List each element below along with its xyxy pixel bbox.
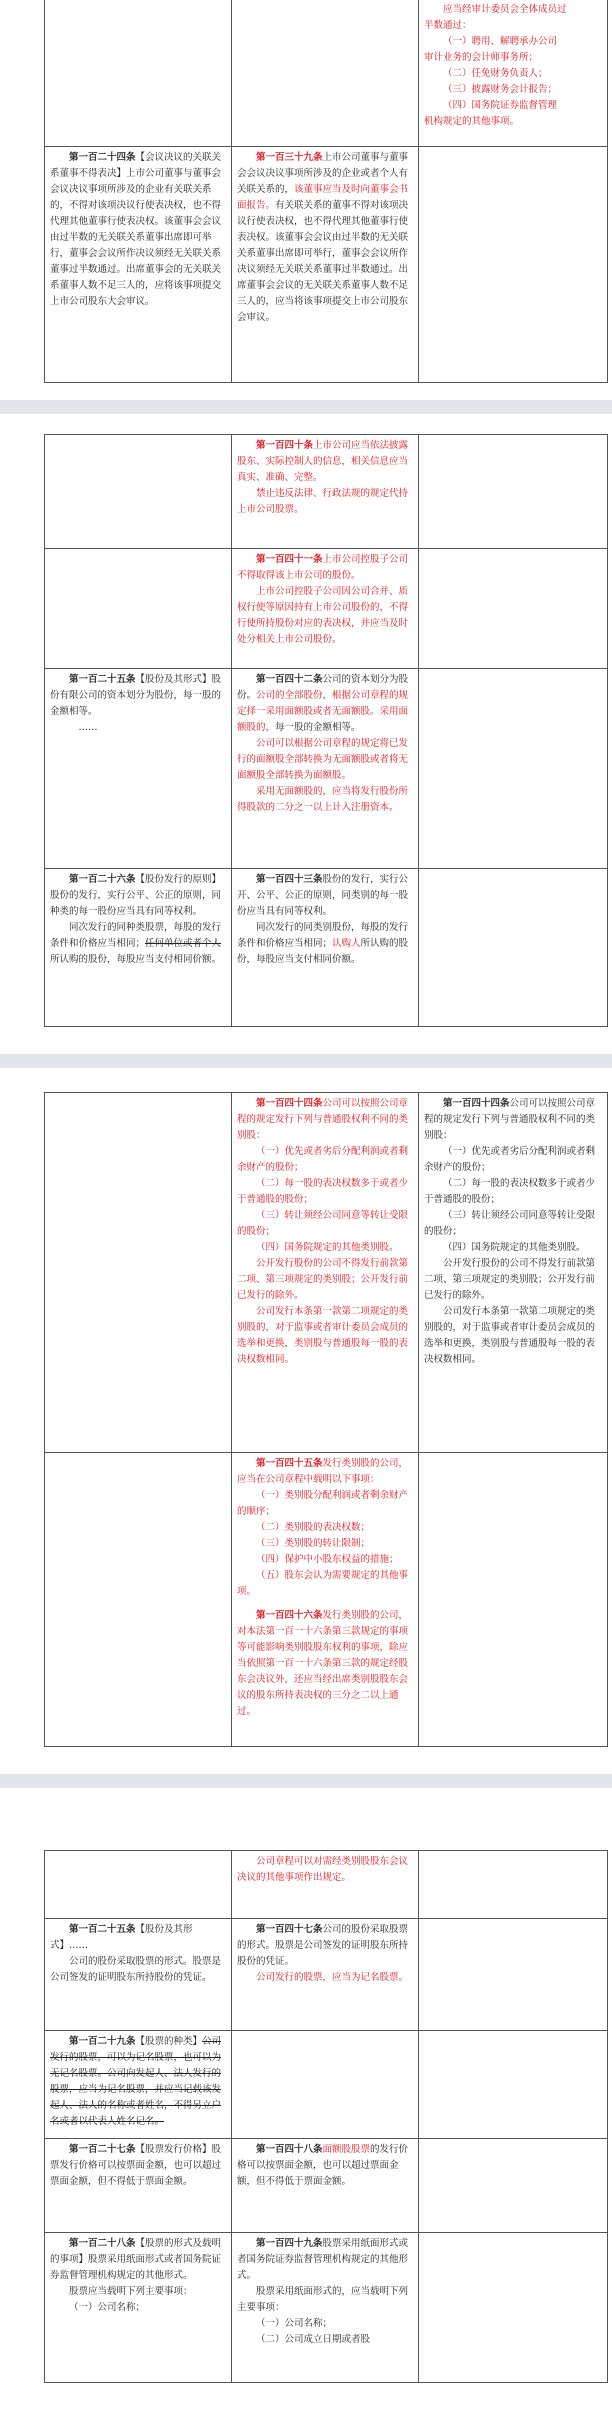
page-separator	[0, 1774, 612, 1788]
table-cell-right	[419, 147, 608, 383]
list-item: （二）每一股的表决权数多于或者少于普通股的股份；	[424, 1178, 596, 1205]
table-cell-old	[45, 2139, 232, 2233]
list-item: 公司发行本条第一款第二项规定的类别股的，对于监事或者审计委员会成员的选举和更换，类别股与普通股每一股的表决权数相同。	[424, 1306, 596, 1365]
comparison-table-2	[44, 434, 608, 1027]
article-title: 第一百四十五条	[256, 1458, 323, 1469]
page-separator	[0, 1054, 612, 1068]
list-item: （一）优先或者劣后分配利润或者剩余财产的股份；	[424, 1146, 596, 1173]
article-paragraph: 股票应当载明下列主要事项：	[69, 2286, 193, 2297]
list-item: 机构规定的其他事项。	[424, 116, 520, 127]
article-body: 有关联关系的董事不得对该项决议行使表决权，也不得代理其他董事行使表决权。该董事会会议由过半数的无关联关系董事出席即可举行，董事会会议所作决议须经无关联关系董事过半数通过。出席董事会会议的无关联关系董事人数不足三人的，应当将该事项提交上市公司股东会审议。	[237, 200, 409, 323]
article-paragraph: 公司章程可以对需经类别股股东会议决议的其他事项作出规定。	[237, 1856, 409, 1883]
list-item: （二）公司成立日期或者股	[256, 2334, 371, 2345]
list-item: （二）每一股的表决权数多于或者少于普通股的股份；	[237, 1178, 409, 1205]
article-body: 上市公司董事与董事会会议决议事项所涉及的企业或者个人有关联关系的，	[237, 152, 409, 195]
table-row	[45, 669, 608, 869]
article-body: 股份的发行，实行公开、公平、公正的原则，同类别的每一股份应当具有同等权利。	[237, 874, 409, 917]
article-paragraph: 禁止违反法律、行政法规的规定代持上市公司股票。	[237, 488, 409, 515]
article-amendment: 认购人	[332, 938, 361, 949]
table-cell-old	[45, 869, 232, 1027]
table-row	[45, 1919, 608, 2031]
list-item: （三）转让须经公司同意等转让受限的股份；	[424, 1210, 596, 1237]
comparison-table-4	[44, 1850, 608, 2383]
table-row	[45, 1093, 608, 1453]
deleted-text: 公司发行的股票，可以为记名股票，也可以为无记名股票。公司向发起人、法人发行的股票，应当为记名股票，并应当记载该发起人、法人的名称或者姓名，不得另立户名或者以代表人姓名记名。	[50, 2036, 222, 2127]
table-cell-right	[419, 1093, 608, 1453]
article-title: 第一百二十九条	[69, 2036, 136, 2047]
table-cell-old	[45, 669, 232, 869]
table-cell-old	[45, 147, 232, 383]
article-paragraph: 公司可以根据公司章程的规定将已发行的面额股全部转换为无面额股或者将无面额股全部转换为面额股。	[237, 738, 409, 781]
table-cell-old	[45, 1919, 232, 2031]
table-cell-old	[45, 549, 232, 669]
list-item: （三）转让须经公司同意等转让受限的股份；	[237, 1210, 409, 1237]
article-body: 所认购的股份，每股应当支付相同价额。	[237, 938, 409, 965]
table-row	[45, 1453, 608, 1747]
table-cell-old	[45, 2031, 232, 2139]
article-amendment: 面额股股票	[322, 2144, 371, 2155]
table-cell-old	[45, 1093, 232, 1453]
document-page-3	[0, 1068, 612, 1774]
article-body: 发行类别股的公司，对本法第一百一十六条第三款规定的事项等可能影响类别股股东权利的事项，除应当依照第一百一十六条第三款的规定经股东会决议外，还应当经出席类别股股东会议的股东所持表决权的三分之二以上通过。	[237, 1610, 409, 1717]
table-cell-new	[232, 2139, 419, 2233]
list-item: （一）优先或者劣后分配利润或者剩余财产的股份；	[237, 1146, 409, 1173]
list-item: （一）公司名称；	[256, 2318, 333, 2329]
table-cell-new	[232, 549, 419, 669]
article-title: 第一百四十一条	[256, 554, 323, 565]
list-item: （三）披露财务会计报告；	[443, 84, 558, 95]
article-title: 第一百四十八条	[256, 2144, 323, 2155]
list-item: 审计业务的会计师事务所；	[424, 52, 539, 63]
list-item: （一）类别股分配利润或者剩余财产的顺序；	[237, 1490, 409, 1517]
list-item: （四）保护中小股东权益的措施；	[256, 1554, 399, 1565]
article-paragraph: 股票采用纸面形式的，应当载明下列主要事项：	[237, 2286, 409, 2313]
list-item: （五）股东会认为需要规定的其他事项。	[237, 1570, 409, 1597]
article-body: 上市公司控股子公司不得取得该上市公司的股份。	[237, 554, 409, 581]
deleted-text: 任何单位或者个人	[145, 938, 222, 949]
article-title: 第一百四十九条	[256, 2238, 323, 2249]
article-amendment: 公司发行的股票，应当为记名股票。	[256, 1972, 409, 1983]
comparison-table-1	[44, 0, 608, 383]
list-item: 公开发行股份的公司不得发行前款第二项、第三项规定的类别股；公开发行前已发行的除外。	[237, 1258, 409, 1301]
article-body: 【股份及其形式】股份有限公司的资本划分为股份，每一股的金额相等。	[50, 674, 222, 717]
table-row	[45, 869, 608, 1027]
article-body: 每一股的金额相等。	[275, 722, 361, 733]
list-item: （三）类别股的转让限制；	[256, 1538, 371, 1549]
comparison-table-3	[44, 1092, 608, 1747]
list-item: 公开发行股份的公司不得发行前款第二项、第三项规定的类别股；公开发行前已发行的除外。	[424, 1258, 596, 1301]
table-cell-right	[419, 2233, 608, 2383]
article-body: 公司的资本划分为股份。	[237, 674, 409, 701]
article-title: 第一百四十三条	[256, 874, 323, 885]
table-cell-new	[232, 1093, 419, 1453]
table-cell-new	[232, 147, 419, 383]
table-cell-right	[419, 1453, 608, 1747]
table-cell-right	[419, 2031, 608, 2139]
article-body: 【股份及其形式】……	[50, 1924, 193, 1951]
ellipsis: ……	[78, 722, 98, 733]
article-body: 上市公司应当依法披露股东、实际控制人的信息，相关信息应当真实、准确、完整。	[237, 440, 409, 483]
table-cell-new	[232, 435, 419, 549]
list-item: （四）国务院规定的其他类别股。	[443, 1242, 586, 1253]
article-body: 公司可以按照公司章程的规定发行下列与普通股权利不同的类别股：	[424, 1098, 596, 1141]
article-title: 第一百四十二条	[256, 674, 323, 685]
table-cell-old	[45, 0, 232, 147]
table-cell-right	[419, 669, 608, 869]
article-body: 同次发行的同种类股票，每股的发行条件和价格应当相同；	[50, 922, 222, 949]
article-title: 第一百四十条	[256, 440, 314, 451]
article-title: 第一百四十七条	[256, 1924, 323, 1935]
article-body: 公司的股份采取股票的形式。股票是公司签发的证明股东所持股份的凭证。	[237, 1924, 409, 1967]
table-row	[45, 0, 608, 147]
article-title: 第一百二十五条	[69, 674, 136, 685]
article-title: 第一百四十四条	[443, 1098, 510, 1109]
article-title: 第一百三十九条	[256, 152, 323, 163]
document-page-2	[0, 414, 612, 1054]
article-body: 【股份发行的原则】股份的发行，实行公平、公正的原则，同种类的每一股份应当具有同等权利。	[50, 874, 222, 917]
list-item: （四）国务院证券监督管理	[443, 100, 558, 111]
article-title: 第一百二十四条	[69, 152, 136, 163]
article-title: 第一百二十六条	[69, 874, 136, 885]
table-cell-old	[45, 2233, 232, 2383]
list-item: （二）任免财务负责人；	[443, 68, 548, 79]
table-row	[45, 147, 608, 383]
table-cell-new	[232, 2233, 419, 2383]
table-cell-old	[45, 1851, 232, 1919]
article-title: 第一百四十四条	[256, 1098, 323, 1109]
list-item: （二）类别股的表决权数；	[256, 1522, 371, 1533]
article-paragraph: 采用无面额股的，应当将发行股份所得股款的二分之一以上计入注册资本。	[237, 786, 409, 813]
article-body: 【会议决议的关联关系董事不得表决】上市公司董事与董事会会议决议事项所涉及的企业有关联关系的，不得对该项决议行使表决权，也不得代理其他董事行使表决权。该董事会会议由过半数的无关联关系董事出席即可举行，董事会会议所作决议须经无关联关系董事过半数通过。出席董事会的无关联关系董事人数不足三人的，应将该事项提交上市公司股东大会审议。	[50, 152, 222, 307]
document-page-4	[0, 1788, 612, 2411]
table-cell-new	[232, 1851, 419, 1919]
table-row	[45, 1851, 608, 1919]
article-title: 第一百二十五条	[69, 1924, 136, 1935]
list-item: （一）公司名称；	[69, 2302, 146, 2313]
article-body: 的发行价格可以按票面金额，也可以超过票面金额，但不得低于票面金额。	[237, 2144, 409, 2187]
list-item: （四）国务院规定的其他类别股。	[256, 1242, 399, 1253]
table-cell-new	[232, 2031, 419, 2139]
document-page-1	[0, 0, 612, 400]
table-row	[45, 2233, 608, 2383]
list-item: （一）聘用、解聘承办公司	[443, 36, 558, 47]
table-cell-right	[419, 549, 608, 669]
article-body: 公司可以按照公司章程的规定发行下列与普通股权利不同的类别股：	[237, 1098, 409, 1141]
article-paragraph: 公司的股份采取股票的形式。股票是公司签发的证明股东所持股份的凭证。	[50, 1956, 222, 1983]
page-separator	[0, 400, 612, 414]
table-cell-right	[419, 869, 608, 1027]
table-cell-right	[419, 1919, 608, 2031]
table-cell-new	[232, 869, 419, 1027]
table-cell-right	[419, 1851, 608, 1919]
article-body: 发行类别股的公司，应当在公司章程中载明以下事项：	[237, 1458, 409, 1485]
table-cell-new	[232, 0, 419, 147]
table-cell-right	[419, 435, 608, 549]
article-body: 股票采用纸面形式或者国务院证券监督管理机构规定的其他形式。	[237, 2238, 409, 2281]
list-item: 公司发行本条第一款第二项规定的类别股的，对于监事或者审计委员会成员的选举和更换，类别股与普通股每一股的表决权数相同。	[237, 1306, 409, 1365]
article-amendment: 公司的全部股份，根据公司章程的规定择一采用面额股或者无面额股。采用面额股的，	[237, 690, 409, 733]
article-amendment: 该董事应当及时向董事会书面报告。	[237, 184, 409, 211]
table-cell-new	[232, 1919, 419, 2031]
article-title: 第一百二十七条	[69, 2144, 136, 2155]
table-cell-right	[419, 0, 608, 147]
list-item: 半数通过：	[424, 20, 472, 31]
table-row	[45, 2139, 608, 2233]
table-cell-old	[45, 1453, 232, 1747]
article-body: 【股票的形式及载明的事项】股票采用纸面形式或者国务院证券监督管理机构规定的其他形式。	[50, 2238, 222, 2281]
article-title: 第一百二十八条	[69, 2238, 136, 2249]
article-body: 【股票的种类】	[135, 2036, 203, 2047]
table-row	[45, 2031, 608, 2139]
article-body: 所认购的股份，每股应当支付相同价额。	[50, 954, 222, 965]
list-item: 应当经审计委员会全体成员过	[443, 4, 567, 15]
table-cell-old	[45, 435, 232, 549]
article-paragraph: 上市公司控股子公司因公司合并、质权行使等原因持有上市公司股份的，不得行使所持股份对应的表决权，并应当及时处分相关上市公司股份。	[237, 586, 409, 645]
table-cell-right	[419, 2139, 608, 2233]
article-title: 第一百四十六条	[256, 1610, 323, 1621]
article-body: 同次发行的同类别股份，每股的发行条件和价格应当相同；	[237, 922, 409, 949]
table-row	[45, 549, 608, 669]
table-cell-new	[232, 669, 419, 869]
table-row	[45, 435, 608, 549]
table-cell-new	[232, 1453, 419, 1747]
article-body: 【股票发行价格】股票发行价格可以按票面金额，也可以超过票面金额，但不得低于票面金额。	[50, 2144, 222, 2187]
